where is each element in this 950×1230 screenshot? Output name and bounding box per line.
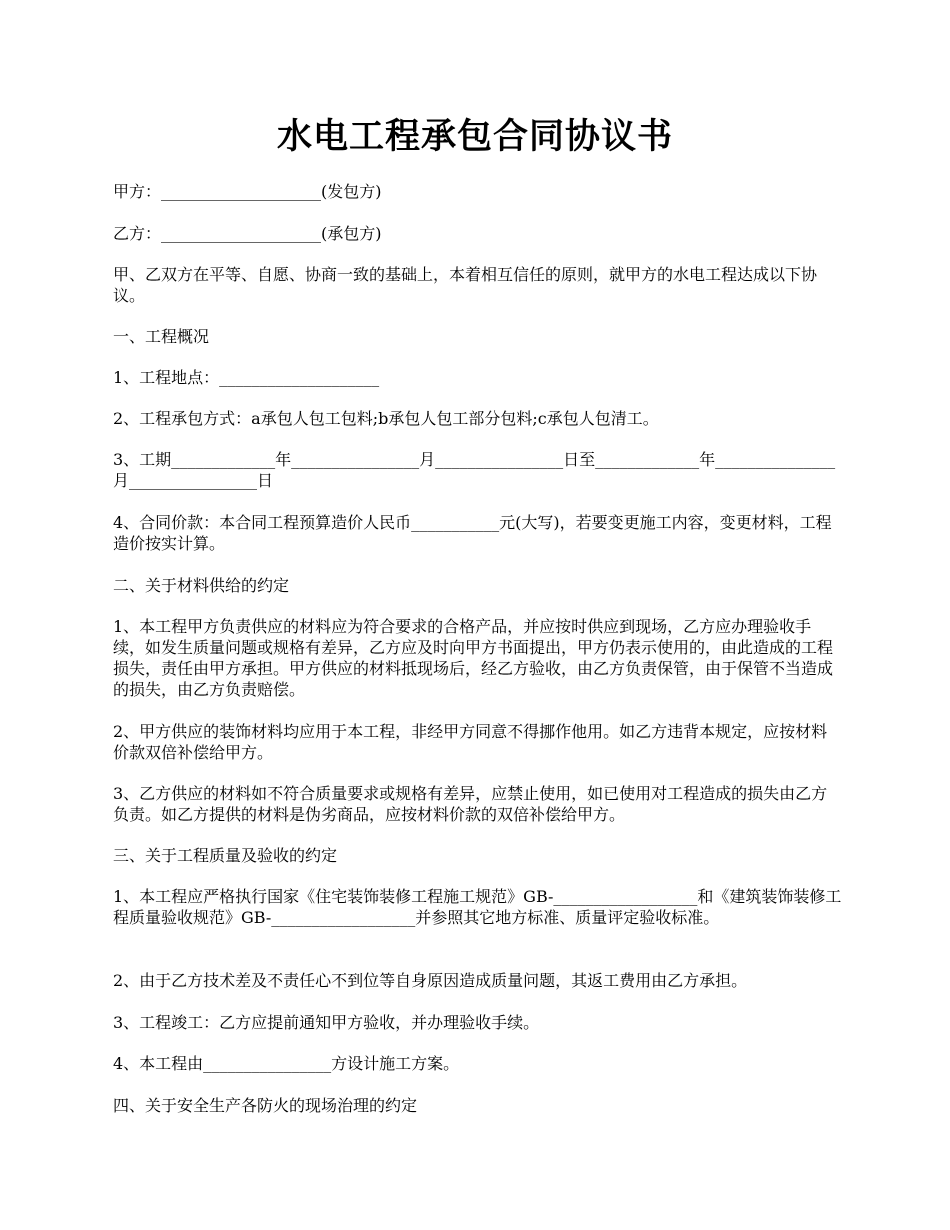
- clause-2-1: 1、本工程甲方负责供应的材料应为符合要求的合格产品，并应按时供应到现场，乙方应办理验收手续，如发生质量问题或规格有差异，乙方应及时向甲方书面提出，甲方仍表示使用的，由此造成的工程损失，责任由甲方承担。甲方供应的材料抵现场后，经乙方验收，由乙方负责保管，由于保管不当造成的损失，由乙方负责赔偿。: [113, 617, 834, 699]
- section-heading-3: 三、关于工程质量及验收的约定: [113, 846, 338, 865]
- clause-3-2: 2、由于乙方技术差及不责任心不到位等自身原因造成质量问题，其返工费用由乙方承担。: [113, 971, 748, 990]
- party-a-line: 甲方：____________________(发包方): [113, 182, 382, 201]
- clause-2-2: 2、甲方供应的装饰材料均应用于本工程，非经甲方同意不得挪作他用。如乙方违背本规定，应按材料价款双倍补偿给甲方。: [113, 722, 828, 762]
- clause-1-1: 1、工程地点：____________________: [113, 368, 380, 387]
- clause-1-4: 4、合同价款：本合同工程预算造价人民币___________元(大写)，若要变更施工内容，变更材料，工程造价按实计算。: [113, 513, 832, 553]
- section-heading-2: 二、关于材料供给的约定: [113, 576, 290, 595]
- document-title: 水电工程承包合同协议书: [276, 116, 673, 157]
- clause-3-1: 1、本工程应严格执行国家《住宅装饰装修工程施工规范》GB-__________________和《建筑装饰装修工程质量验收规范》GB-__________________并参照其它地方标准、质量评定验收标准。: [113, 887, 842, 927]
- clause-3-3: 3、工程竣工：乙方应提前通知甲方验收，并办理验收手续。: [113, 1013, 540, 1032]
- section-heading-4: 四、关于安全生产各防火的现场治理的约定: [113, 1096, 418, 1115]
- clause-1-2: 2、工程承包方式：a承包人包工包料;b承包人包工部分包料;c承包人包清工。: [113, 409, 659, 428]
- intro-paragraph: 甲、乙双方在平等、自愿、协商一致的基础上，本着相互信任的原则，就甲方的水电工程达成以下协议。: [113, 265, 818, 305]
- clause-2-3: 3、乙方供应的材料如不符合质量要求或规格有差异，应禁止使用，如已使用对工程造成的损失由乙方负责。如乙方提供的材料是伪劣商品，应按材料价款的双倍补偿给甲方。: [113, 784, 828, 824]
- clause-3-4: 4、本工程由________________方设计施工方案。: [113, 1054, 460, 1073]
- section-heading-1: 一、工程概况: [113, 327, 210, 346]
- party-b-line: 乙方：____________________(承包方): [113, 224, 382, 243]
- clause-1-3: 3、工期_____________年________________月________________日至_____________年_______________月________________日: [113, 450, 836, 490]
